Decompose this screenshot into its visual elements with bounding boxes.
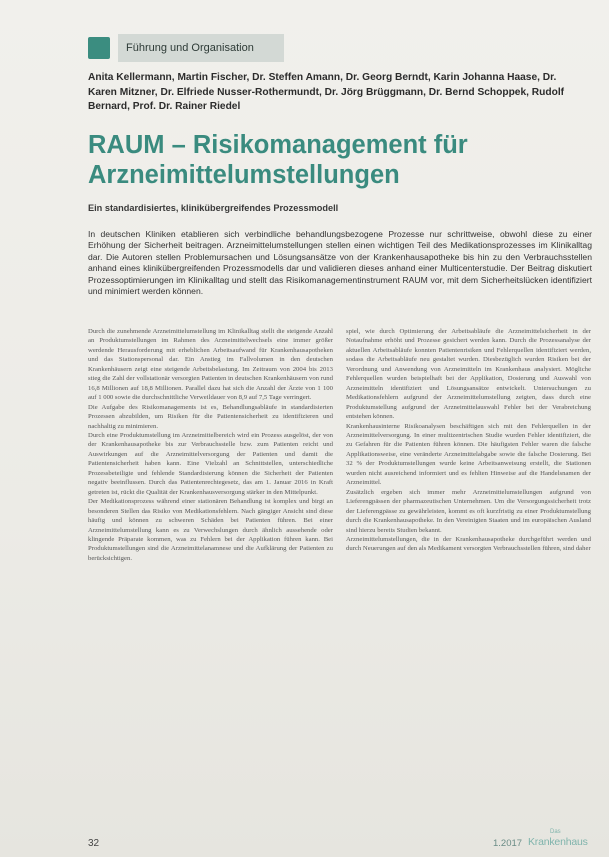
body-column-left <box>88 327 333 563</box>
section-marker <box>88 37 110 59</box>
body-paragraph: Krankenhausinterne Risikoanalysen beschäftigen sich mit den Fehlerquellen in der Arzneimittelversorgung. In einer multizentrischen Studie wurden Fehler identifiziert, die zu Gefahren für die Patienten führen können. Die häufigsten Fehler waren die falsche Applikationsweise, eine veränderte Arzneimittelabgabe sowie die falsche Dosierung. Bei 32 % der Produktumstellungen wurde keine Arbeitsanweisung erstellt, die Stationen wurden nicht ausreichend informiert und es fehlten Hinweise auf die Handelsnamen der Arzneimittel. <box>346 422 591 487</box>
article-abstract: In deutschen Kliniken etablieren sich verbindliche behandlungsbezogene Prozesse nur schrittweise, obwohl diese zu einer Erhöhung der Sicherheit beitragen. Arzneimittelumstellungen stellen einen wichtigen Teil des Medikationsprozesses im Klinikalltag dar. Die Autoren stellen Problemursachen und Lösungsansätze von der Krankenhausapotheke bis hin zu den Verbrauchsstellen anhand eines klinikübergreifenden Prozessmodells dar und validieren dieses anhand einer Multicenterstudie. Der Beitrag diskutiert Prozessoptimierungen im Klinikalltag und stellt das Risikomanagementinstrument RAUM vor, mit dem Sicherheitslücken identifiziert und minimiert werden können. <box>88 229 592 297</box>
author-list: Anita Kellermann, Martin Fischer, Dr. Steffen Amann, Dr. Georg Berndt, Karin Johanna Haase, Dr. Karen Mitzner, Dr. Elfriede Nusser-Rothermundt, Dr. Jörg Brüggmann, Dr. Bernd Schoppek, Rudolf Bernard, Prof. Dr. Rainer Riedel <box>88 72 565 112</box>
article-title: RAUM – Risikomanagement für Arzneimittelumstellungen <box>88 131 468 189</box>
body-paragraph: Der Medikationsprozess während einer stationären Behandlung ist komplex und birgt an besonderen Stellen das Risiko von Medikationsfehlern. Nach gängiger Ansicht sind diese häufig und können zu schweren Schäden bei Patienten führen. Bei einer Arzneimittelumstellung kann es zu Verwechslungen durch ähnlich aussehende oder klingende Präparate kommen, was zu Fehlern bei der Applikation führen kann. Bei Produktumstellungen sind die Arzneimittelanamnese und die Aufklärung der Patienten zu berücksichtigen. <box>88 498 333 562</box>
body-paragraph: Durch eine Produktumstellung im Arzneimittelbereich wird ein Prozess ausgelöst, der von der Krankenhausapotheke bis zur Verbrauchsstelle bzw. zum Patienten reicht und Auswirkungen auf die Arzneimittelversorgung der Patienten und damit die Patientensicherheit haben kann. Eine Vielzahl an Schnittstellen, unterschiedliche Prozessbeteiligte und fehlende Standardisierung können die Sicherheit der Patienten negativ beeinflussen. Durch das Patientenrechtegesetz, das am 1. Januar 2016 in Kraft getreten ist, rückt die Qualität der Krankenhausversorgung stärker in den Mittelpunkt. <box>88 431 333 496</box>
body-column-right <box>346 327 591 554</box>
logo-main-text: Krankenhaus <box>528 836 588 848</box>
body-paragraph: Zusätzlich ergeben sich immer mehr Arzneimittelumstellungen aufgrund von Lieferengpässen der pharmazeutischen Unternehmen. Um die Versorgungssicherheit trotz der Lieferengpässe zu gewährleisten, kommt es oft kurzfristig zu einer Produktumstellung durch die Krankenhausapotheke. In den Vereinigten Staaten und im europäischen Ausland sind hierzu bereits Studien bekannt. <box>346 488 591 534</box>
page-number: 32 <box>88 838 100 849</box>
body-paragraph: Die Aufgabe des Risikomanagements ist es, Behandlungsabläufe in standardisierten Prozessen abzubilden, um Risiken für die Patientensicherheit zu identifizieren und nachhaltig zu minimieren. <box>88 403 333 430</box>
body-paragraph: Arzneimittelumstellungen, die in der Krankenhausapotheke durchgeführt werden und durch Neuerungen auf den als Medikament versorgten Verbrauchsstellen führen, sind daher <box>346 535 591 553</box>
issue-number: 1.2017 <box>493 838 523 849</box>
body-paragraph: spiel, wie durch Optimierung der Arbeitsabläufe die Arzneimittelsicherheit in der Notaufnahme erhöht und Prozesse gesichert werden kann. Durch die Prozessanalyse der aktuellen Arbeitsabläufe konnten Patientenrisiken und Fehlerquellen identifiziert werden, sodass die Arbeitsabläufe neu gestaltet wurden. Diesbezüglich wurden Risiken bei der Verordnung und Anwendung von Arzneimitteln im Krankenhaus analysiert. Mögliche Fehlerquellen wurden beispielhaft bei der Applikation, Dosierung und Auswahl von Arzneimitteln identifiziert und Lösungsansätze entwickelt. Untersuchungen zu Medikationsfehlern aufgrund der Arzneimittelumstellung zeigten, dass durch eine Produktumstellung aufgrund der Arzneimittelauswahl Fehler bei der Verabreichung entstehen können. <box>346 328 591 421</box>
logo-small-text: Das <box>550 829 561 835</box>
article-subtitle: Ein standardisiertes, klinikübergreifendes Prozessmodell <box>88 203 339 213</box>
journal-logo <box>528 829 588 851</box>
body-paragraph: Durch die zunehmende Arzneimittelumstellung im Klinikalltag stellt die steigende Anzahl an Produktumstellungen im Rahmen des Arzneimittelwechsels eine immer größer werdende Herausforderung mit erheblichen Arbeitsaufwand für Krankenhausapotheken und das Stationspersonal dar. Ein Anstieg im Fallvolumen in den deutschen Krankenhäusern zeigt eine steigende Arbeitsbelastung. Im Zeitraum von 2004 bis 2013 stieg die Zahl der vollstationär versorgten Patienten in deutschen Krankenhäusern von rund 16,8 Millionen auf 18,8 Millionen. Parallel dazu hat sich die Anzahl der Ärzte von 1 100 auf 1 000 sowie die durchschnittliche Verweildauer von 8,9 auf 7,5 Tage verringert. <box>88 328 333 402</box>
section-label: Führung und Organisation <box>118 34 284 62</box>
section-header <box>88 34 284 62</box>
